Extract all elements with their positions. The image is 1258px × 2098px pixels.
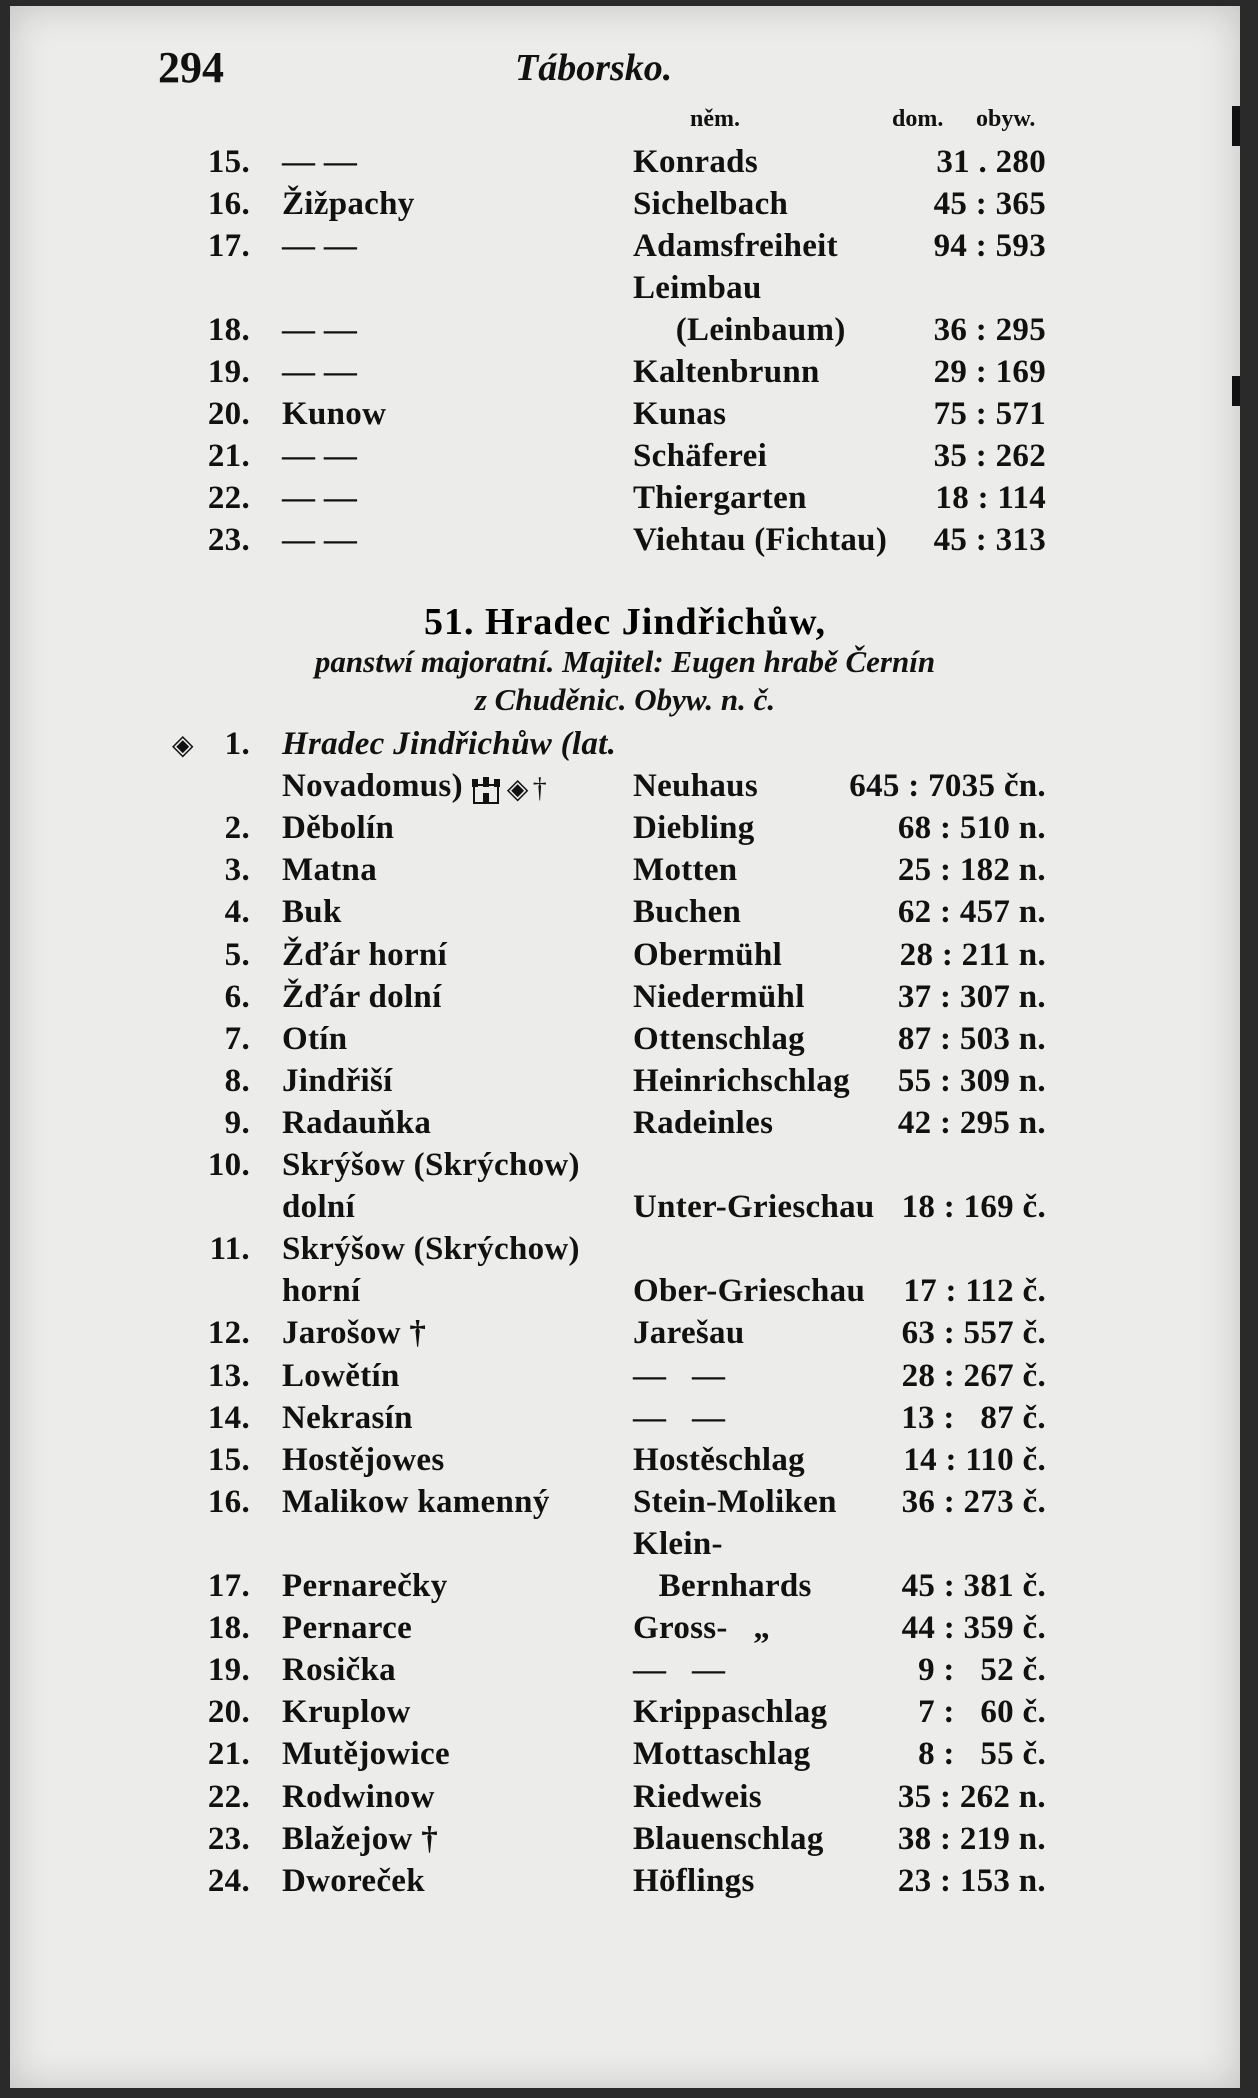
table-row — [10, 1652, 1240, 1694]
houses-inhabitants: 31 . 280 — [936, 144, 1046, 180]
czech-name — [172, 726, 617, 763]
row-number: 19. — [207, 1652, 250, 1689]
czech-name-text: Rosička — [282, 1652, 396, 1689]
row-number: 5. — [224, 936, 250, 973]
page-header — [10, 42, 1240, 94]
czech-name-text: dolní — [282, 1189, 356, 1226]
houses-inhabitants: 36 : 295 — [933, 312, 1046, 348]
houses-inhabitants: 38 : 219 n. — [897, 1820, 1046, 1857]
german-name: Kaltenbrunn — [633, 354, 820, 390]
german-name: Krippaschlag — [633, 1694, 828, 1731]
czech-name-text: Lowětín — [282, 1357, 400, 1394]
german-name: — — — [633, 1357, 726, 1394]
german-name: Ottenschlag — [633, 1020, 805, 1057]
czech-name-text: Žižpachy — [282, 186, 415, 222]
row-number: 2. — [224, 810, 250, 847]
german-name: Niedermühl — [633, 978, 805, 1015]
table-row — [10, 1021, 1240, 1063]
table-row — [10, 228, 1240, 270]
houses-inhabitants: 7 : 60 č. — [918, 1694, 1046, 1731]
german-name: Unter-Grieschau — [633, 1189, 875, 1226]
czech-name-text: Kunow — [282, 396, 387, 432]
czech-name — [282, 186, 415, 223]
houses-inhabitants: 23 : 153 n. — [897, 1862, 1046, 1899]
czech-name-text: Novadomus) — [282, 768, 463, 805]
czech-name — [282, 768, 547, 805]
table-row — [10, 979, 1240, 1021]
page-number: 294 — [158, 43, 224, 92]
czech-name-text: Skrýšow (Skrýchow) — [282, 1231, 580, 1268]
czech-name-text: Děbolín — [282, 810, 395, 847]
houses-inhabitants: 14 : 110 č. — [903, 1441, 1046, 1478]
row-number: 9. — [224, 1104, 250, 1141]
czech-name — [282, 1400, 413, 1437]
table-row — [10, 1779, 1240, 1821]
table-row — [10, 438, 1240, 480]
table-row — [10, 726, 1240, 768]
houses-inhabitants: 35 : 262 — [933, 438, 1046, 474]
czech-name-text: Blažejow † — [282, 1820, 439, 1857]
table-row — [10, 1273, 1240, 1315]
row-number: 20. — [207, 396, 250, 432]
table-row — [10, 312, 1240, 354]
table-row — [10, 1189, 1240, 1231]
czech-name — [282, 1610, 412, 1647]
czech-name — [282, 1736, 450, 1773]
czech-name-text: Hostějowes — [282, 1441, 445, 1478]
houses-inhabitants: 29 : 169 — [933, 354, 1046, 390]
czech-name-text: — — — [282, 480, 358, 516]
czech-name-text: Pernarečky — [282, 1568, 448, 1604]
houses-inhabitants: 63 : 557 č. — [901, 1315, 1046, 1352]
czech-name — [282, 979, 442, 1016]
german-name: Radeinles — [633, 1104, 774, 1141]
cross-icon: † — [532, 772, 548, 804]
czech-name — [282, 1442, 444, 1479]
german-name: Diebling — [633, 810, 755, 847]
row-number: 18. — [207, 312, 250, 348]
row-number: 11. — [209, 1231, 250, 1268]
czech-name-text: Mutějowice — [282, 1736, 450, 1773]
row-number: 20. — [207, 1694, 250, 1731]
czech-name — [282, 1147, 580, 1184]
houses-inhabitants: 45 : 381 č. — [901, 1568, 1046, 1604]
houses-inhabitants: 25 : 182 n. — [897, 852, 1046, 889]
row-number: 12. — [207, 1315, 250, 1352]
row-number: 4. — [224, 894, 250, 931]
german-name: Viehtau (Fichtau) — [633, 522, 888, 558]
german-name: Ober-Grieschau — [633, 1273, 866, 1310]
czech-name-text: Radauňka — [282, 1104, 432, 1141]
column-head-german: něm. — [690, 106, 740, 132]
german-name: Mottaschlag — [633, 1736, 811, 1773]
czech-name — [282, 354, 357, 391]
german-name: Schäferei — [633, 438, 768, 474]
table-row — [10, 894, 1240, 936]
czech-name — [282, 1358, 400, 1395]
czech-name — [282, 894, 342, 931]
section-subtitle-line1: panstwí majoratní. Majitel: Eugen hrabě Černín — [314, 644, 936, 679]
german-name: Sichelbach — [633, 186, 789, 222]
german-name: Motten — [633, 852, 738, 889]
german-name: Neuhaus — [633, 768, 758, 805]
row-number: 21. — [207, 438, 250, 474]
czech-name-text: Malikow kamenný — [282, 1483, 550, 1520]
section-heading: 51. Hradec Jindřichůw, — [423, 601, 827, 643]
czech-name — [282, 810, 394, 847]
czech-name — [282, 1779, 435, 1816]
table-row — [10, 937, 1240, 979]
czech-name — [282, 228, 357, 265]
czech-name-text: — — — [282, 312, 358, 348]
table-row — [10, 144, 1240, 186]
table-row — [10, 768, 1240, 810]
houses-inhabitants: 75 : 571 — [933, 396, 1046, 432]
row-number: 22. — [207, 480, 250, 516]
czech-name — [282, 522, 357, 559]
czech-name — [282, 1821, 438, 1858]
czech-name-text: — — — [282, 228, 358, 264]
houses-inhabitants: 28 : 267 č. — [901, 1357, 1046, 1394]
houses-inhabitants: 68 : 510 n. — [897, 810, 1046, 847]
row-number: 7. — [224, 1020, 250, 1057]
czech-name-text: Žďár horní — [282, 936, 448, 973]
houses-inhabitants: 36 : 273 č. — [901, 1483, 1046, 1520]
table-row — [10, 810, 1240, 852]
houses-inhabitants: 8 : 55 č. — [918, 1736, 1046, 1773]
german-name: Heinrichschlag — [633, 1062, 850, 1099]
german-name: (Leinbaum) — [633, 312, 846, 348]
row-number: 23. — [207, 522, 250, 558]
german-name: Riedweis — [633, 1778, 762, 1815]
czech-name — [282, 438, 357, 475]
houses-inhabitants: 18 : 169 č. — [901, 1189, 1046, 1226]
czech-name — [282, 144, 357, 181]
table-row — [10, 1568, 1240, 1610]
german-name: Höflings — [633, 1862, 755, 1899]
czech-name — [282, 480, 357, 517]
german-name: Klein- — [633, 1525, 723, 1562]
czech-name — [282, 1568, 448, 1605]
row-number: 21. — [207, 1736, 250, 1773]
row-number: 13. — [207, 1357, 250, 1394]
table-row — [10, 270, 1240, 312]
houses-inhabitants: 13 : 87 č. — [901, 1399, 1046, 1436]
czech-name-text: — — — [282, 144, 358, 180]
houses-inhabitants: 28 : 211 n. — [899, 936, 1046, 973]
czech-name-text: — — — [282, 522, 358, 558]
czech-name — [282, 1189, 355, 1226]
czech-name — [282, 1273, 361, 1310]
czech-name — [282, 396, 386, 433]
german-name: Hostěschlag — [633, 1441, 805, 1478]
row-number: 17. — [207, 228, 250, 264]
czech-name-text: horní — [282, 1273, 361, 1310]
czech-name — [282, 1652, 396, 1689]
table-row — [10, 852, 1240, 894]
german-name: Jarešau — [633, 1315, 745, 1352]
czech-name-text: Hradec Jindřichůw (lat. — [282, 726, 617, 762]
table-row — [10, 396, 1240, 438]
german-name: Konrads — [633, 144, 758, 180]
czech-name-text: Jindřiší — [282, 1062, 393, 1099]
row-number: 14. — [207, 1399, 250, 1436]
czech-name-text: — — — [282, 438, 358, 474]
running-title: Táborsko. — [515, 47, 673, 89]
czech-name — [282, 1484, 550, 1521]
houses-inhabitants: 44 : 359 č. — [901, 1610, 1046, 1647]
table-row — [10, 1736, 1240, 1778]
row-number: 15. — [207, 144, 250, 180]
czech-name-text: Žďár dolní — [282, 978, 442, 1015]
column-head-houses: dom. — [892, 106, 944, 132]
czech-name — [282, 1021, 347, 1058]
houses-inhabitants: 17 : 112 č. — [903, 1273, 1046, 1310]
german-name: Leimbau — [633, 270, 762, 306]
german-name: Thiergarten — [633, 480, 807, 516]
row-number: 16. — [207, 1483, 250, 1520]
table-row — [10, 1231, 1240, 1273]
table-row — [10, 1694, 1240, 1736]
czech-name-text: Nekrasín — [282, 1399, 413, 1436]
seat-icon: ◈ — [506, 773, 529, 805]
section-subtitle-line2: z Chuděnic. Obyw. n. č. — [474, 682, 776, 717]
edge-shadow — [1232, 106, 1240, 146]
seat-icon: ◈ — [172, 730, 194, 761]
table-row — [10, 1063, 1240, 1105]
houses-inhabitants: 87 : 503 n. — [897, 1020, 1046, 1057]
czech-name-text: — — — [282, 354, 358, 390]
czech-name — [282, 937, 447, 974]
czech-name-text: Matna — [282, 852, 377, 889]
table-row — [10, 1400, 1240, 1442]
row-number: 10. — [207, 1147, 250, 1183]
row-number: 18. — [207, 1610, 250, 1647]
row-number: 15. — [207, 1441, 250, 1478]
czech-name — [282, 1694, 411, 1731]
czech-name-text: Jarošow † — [282, 1315, 427, 1352]
german-name: Gross- „ — [633, 1610, 771, 1647]
row-number: 6. — [224, 978, 250, 1015]
houses-inhabitants: 18 : 114 — [935, 480, 1046, 516]
row-number: 19. — [207, 354, 250, 390]
german-name: Buchen — [633, 894, 742, 931]
table-row — [10, 1821, 1240, 1863]
czech-name — [282, 1063, 393, 1100]
czech-name-text: Dworeček — [282, 1862, 425, 1899]
german-name: Adamsfreiheit — [633, 228, 838, 264]
table-row — [10, 1358, 1240, 1400]
table-row — [10, 1863, 1240, 1905]
czech-name — [282, 1315, 426, 1352]
czech-name — [282, 852, 377, 889]
german-name: Kunas — [633, 396, 727, 432]
row-number: 24. — [207, 1862, 250, 1899]
row-number: 1. — [224, 726, 250, 762]
column-head-inhabitants: obyw. — [976, 106, 1036, 132]
table-row — [10, 1442, 1240, 1484]
table-row — [10, 1147, 1240, 1189]
edge-shadow — [1232, 376, 1240, 406]
column-headers — [10, 106, 1240, 136]
houses-inhabitants: 9 : 52 č. — [918, 1652, 1046, 1689]
row-number: 23. — [207, 1820, 250, 1857]
book-page — [10, 6, 1240, 2088]
houses-inhabitants: 42 : 295 n. — [897, 1104, 1046, 1141]
czech-name — [282, 1863, 425, 1900]
czech-name-text: Pernarce — [282, 1610, 413, 1647]
czech-name-text: Otín — [282, 1020, 348, 1057]
houses-inhabitants: 94 : 593 — [933, 228, 1046, 264]
czech-name-text: Buk — [282, 894, 342, 931]
czech-name-text: Rodwinow — [282, 1778, 435, 1815]
castle-icon — [471, 773, 501, 805]
table-row — [10, 1484, 1240, 1526]
houses-inhabitants: 62 : 457 n. — [897, 894, 1046, 931]
houses-inhabitants: 45 : 365 — [933, 186, 1046, 222]
czech-name — [282, 1231, 580, 1268]
table-row — [10, 1315, 1240, 1357]
table-row — [10, 354, 1240, 396]
houses-inhabitants: 37 : 307 n. — [897, 978, 1046, 1015]
czech-name-text: Kruplow — [282, 1694, 411, 1731]
row-number: 3. — [224, 852, 250, 889]
german-name: Obermühl — [633, 936, 783, 973]
german-name: — — — [633, 1399, 726, 1436]
houses-inhabitants: 55 : 309 n. — [897, 1062, 1046, 1099]
row-number: 16. — [207, 186, 250, 222]
table-row — [10, 1610, 1240, 1652]
houses-inhabitants: 45 : 313 — [933, 522, 1046, 558]
houses-inhabitants: 35 : 262 n. — [897, 1778, 1046, 1815]
row-number: 8. — [224, 1062, 250, 1099]
german-name: Bernhards — [633, 1568, 812, 1604]
czech-name — [282, 1105, 431, 1142]
row-number: 17. — [207, 1568, 250, 1604]
german-name: Stein-Moliken — [633, 1483, 837, 1520]
table-row — [10, 1105, 1240, 1147]
table-row — [10, 1526, 1240, 1568]
table-row — [10, 186, 1240, 228]
czech-name — [282, 312, 357, 349]
table-row — [10, 480, 1240, 522]
houses-inhabitants: 645 : 7035 čn. — [849, 768, 1046, 805]
row-number: 22. — [207, 1778, 250, 1815]
german-name: — — — [633, 1652, 726, 1689]
german-name: Blauenschlag — [633, 1820, 824, 1857]
czech-name-text: Skrýšow (Skrýchow) — [282, 1147, 580, 1183]
table-row — [10, 522, 1240, 564]
